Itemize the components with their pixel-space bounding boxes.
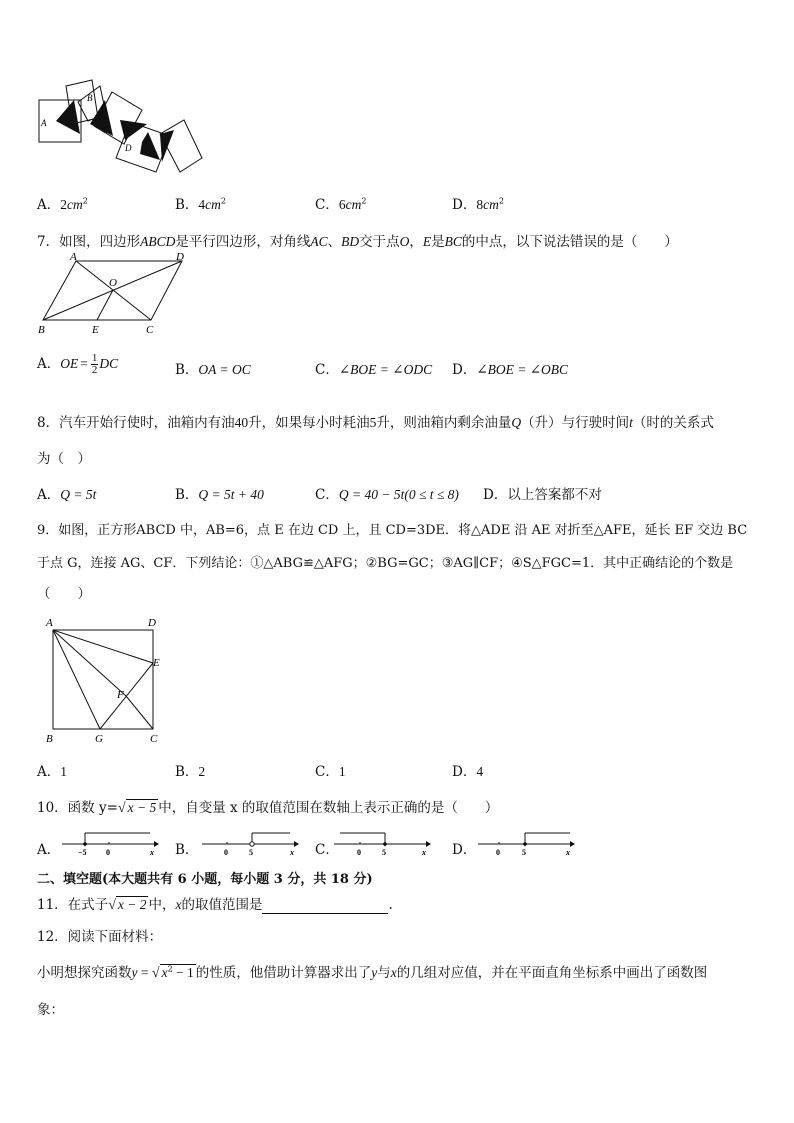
q6-option-d[interactable]	[452, 193, 504, 213]
tick-label: 5	[249, 848, 253, 857]
q6-label-b: B	[87, 93, 93, 103]
option-text: ∠BOE = ∠OBC	[476, 362, 569, 377]
q8-text: 汽车开始行使时，油箱内有油	[59, 415, 235, 431]
option-domain: (0 ≤ t ≤ 8)	[404, 487, 459, 502]
q7-text: 交于点	[359, 234, 400, 250]
option-value: 4	[198, 197, 206, 212]
q7-ac: AC	[310, 234, 328, 249]
section-heading: 二、填空题(本大题共有 6 小题，每小题 3 分，共 18 分)	[37, 872, 373, 887]
q7-number: 7．	[37, 234, 60, 250]
option-text: Q = 5t	[60, 487, 97, 502]
q9-question-line1: 9．如图，正方形ABCD 中，AB=6，点 E 在边 CD 上，且 CD=3DE．将△ADE 沿 AE 对折至△AFE，延长 EF 交边 BC	[37, 523, 748, 538]
q7-option-a[interactable]	[37, 352, 118, 376]
q8-option-b[interactable]	[175, 483, 264, 503]
tick-label: 5	[522, 848, 526, 857]
q11-question	[37, 893, 393, 914]
half-fraction	[91, 353, 99, 376]
q9-label-b: B	[46, 733, 53, 745]
option-letter: C．	[315, 197, 339, 213]
q10-option-d[interactable]	[452, 838, 476, 858]
q12-radicand	[160, 964, 196, 981]
q9-option-a[interactable]	[37, 760, 67, 780]
option-letter: A．	[37, 356, 61, 372]
q8-text: 升，则油箱内剩余油量	[376, 415, 512, 431]
q12-text: 的性质，他借助计算器求出了	[195, 965, 372, 981]
option-letter: C．	[315, 842, 339, 858]
q9-option-b[interactable]	[175, 760, 205, 780]
q7-label-e: E	[92, 324, 99, 336]
q10-numberline-a	[58, 828, 168, 858]
q11-var-x: x	[175, 897, 182, 912]
option-letter: A．	[37, 764, 61, 780]
q7-label-a: A	[70, 251, 77, 263]
q7-text: 如图，四边形	[59, 234, 141, 250]
q8-option-c[interactable]	[315, 483, 459, 503]
q10-radicand: x − 5	[127, 800, 157, 815]
option-letter: D．	[452, 362, 477, 378]
q10-option-a[interactable]	[37, 838, 60, 858]
option-letter: C．	[315, 764, 339, 780]
option-letter: C．	[315, 362, 339, 378]
q6-label-c: C	[103, 125, 110, 135]
q7-e: E	[422, 234, 432, 249]
q7-label-c: C	[146, 324, 154, 336]
q10-numberline-b	[198, 828, 308, 858]
q12-text: 与	[377, 965, 391, 981]
q8-number: 8．	[37, 415, 60, 431]
q7-sep: 、	[327, 234, 342, 250]
option-value: 6	[338, 197, 346, 212]
option-exponent: 2	[82, 196, 88, 206]
fraction-denominator: 2	[91, 364, 98, 376]
option-text: Q = 5t + 40	[198, 487, 264, 502]
q7-label-d: D	[176, 251, 184, 263]
option-exponent: 2	[361, 196, 367, 206]
option-unit: cm	[205, 197, 221, 212]
axis-label: x	[290, 848, 294, 857]
q8-text: （时的关系式	[632, 415, 714, 431]
q8-option-d[interactable]: D．以上答案都不对	[483, 487, 602, 503]
q7-label-b: B	[38, 324, 45, 336]
axis-label: x	[566, 848, 570, 857]
radicand-base: x	[161, 965, 168, 980]
option-exponent: 2	[220, 196, 227, 206]
q8-question-line2: 为（ ）	[37, 451, 91, 467]
option-text: Q = 40 − 5t	[338, 487, 405, 502]
q7-question	[37, 230, 678, 250]
option-letter: C．	[315, 487, 339, 503]
option-value: 2	[60, 197, 67, 212]
q11-text: 11．在式子	[37, 897, 109, 913]
tick-label: 0	[496, 848, 500, 857]
q12-text: 的几组对应值，并在平面直角坐标系中画出了函数图	[396, 965, 708, 981]
answer-blank[interactable]	[262, 900, 388, 914]
q7-quad: ABCD	[140, 234, 176, 249]
option-letter: A．	[37, 842, 61, 858]
q6-label-d: D	[125, 143, 132, 153]
option-letter: D．	[452, 764, 477, 780]
q7-option-b[interactable]	[175, 358, 251, 378]
q10-text: 10．函数 y=	[37, 800, 118, 816]
q7-bd: BD	[341, 234, 360, 249]
q9-question-line2: 于点 G，连接 AG、CF．下列结论：①△ABG≌△AFG；②BG=GC；③AG∥CF；④S△FGC=1．其中正确结论的个数是	[37, 556, 734, 571]
q12-func-eq: =	[137, 965, 152, 980]
q12-func-lhs: y	[131, 965, 138, 980]
option-text: OA = OC	[198, 362, 251, 377]
q7-label-o: O	[109, 277, 117, 289]
q6-option-c[interactable]	[315, 193, 366, 213]
q10-option-b[interactable]	[175, 838, 198, 858]
q11-radicand: x − 2	[117, 897, 147, 912]
q7-text: 是平行四边形，对角线	[175, 234, 311, 250]
option-text: ∠BOE = ∠ODC	[338, 362, 433, 377]
option-eq: =	[80, 356, 88, 371]
q8-var-t: t	[629, 415, 633, 430]
q12-var-x: x	[390, 965, 397, 980]
q8-question-line1	[37, 411, 714, 431]
radicand-tail: − 1	[172, 965, 194, 980]
q6-option-b[interactable]	[175, 193, 226, 213]
option-letter: D．	[452, 197, 477, 213]
q6-option-a[interactable]	[37, 193, 88, 213]
tick-label: 5	[382, 848, 386, 857]
option-unit: cm	[483, 197, 499, 212]
axis-label: x	[150, 848, 154, 857]
option-value: 2	[198, 764, 206, 779]
q7-comma: ，	[409, 234, 423, 250]
q9-option-d[interactable]	[452, 760, 483, 780]
q7-text: 的中点，以下说法错误的是（ ）	[461, 234, 678, 250]
option-rhs: DC	[99, 356, 119, 371]
option-letter: A．	[37, 197, 61, 213]
q10-numberline-d	[474, 828, 584, 858]
q7-text: 是	[431, 234, 445, 250]
q12-heading: 12．阅读下面材料：	[37, 929, 163, 945]
q9-label-c: C	[150, 733, 158, 745]
q12-var-y: y	[371, 965, 378, 980]
q11-text: 中，	[148, 897, 176, 913]
q10-text: 中，自变量 x 的取值范围在数轴上表示正确的是（ ）	[158, 800, 499, 816]
q9-option-c[interactable]	[315, 760, 346, 780]
option-value: 8	[476, 197, 484, 212]
option-value: 1	[338, 764, 346, 779]
q7-parallelogram-figure	[34, 250, 194, 340]
option-letter: B．	[175, 842, 199, 858]
q11-text: 的取值范围是	[181, 897, 263, 913]
q10-numberline-c	[330, 828, 440, 858]
q9-label-f: F	[117, 689, 124, 701]
q9-label-d: D	[148, 617, 156, 629]
radicand-exponent: 2	[167, 964, 173, 974]
option-letter: A．	[37, 487, 61, 503]
q9-label-g: G	[95, 733, 103, 745]
tick-label: −5	[78, 848, 87, 857]
option-exponent: 2	[498, 196, 504, 206]
option-letter: B．	[175, 487, 199, 503]
q8-option-a[interactable]	[37, 483, 96, 503]
q11-end: .	[388, 897, 393, 913]
q9-question-line3: （ ）	[37, 586, 91, 602]
axis-label: x	[422, 848, 426, 857]
q8-value: 40	[234, 415, 249, 430]
q6-squares-figure	[30, 74, 210, 184]
option-unit: cm	[67, 197, 83, 212]
q8-value: 5	[369, 415, 377, 430]
fraction-numerator: 1	[91, 352, 98, 364]
q7-o: O	[399, 234, 410, 249]
option-value: 4	[476, 764, 484, 779]
q12-line2: 象：	[37, 1002, 64, 1018]
q9-square-figure	[40, 612, 170, 748]
option-letter: D．	[452, 842, 477, 858]
option-letter: B．	[175, 362, 199, 378]
option-unit: cm	[345, 197, 362, 212]
q7-bc: BC	[444, 234, 462, 249]
q8-text: （升）与行驶时间	[521, 415, 630, 431]
q10-question	[37, 796, 498, 817]
tick-label: 0	[106, 848, 110, 857]
q7-option-c[interactable]	[315, 358, 432, 378]
q12-line1	[37, 961, 707, 982]
sqrt-sign: √	[117, 801, 126, 816]
q9-label-a: A	[46, 617, 53, 629]
q8-var-q: Q	[511, 415, 522, 430]
q6-label-a: A	[41, 118, 47, 128]
option-letter: B．	[175, 764, 199, 780]
sqrt-sign: √	[108, 898, 116, 913]
option-lhs: OE	[60, 356, 79, 371]
option-value: 1	[60, 764, 67, 779]
q8-text: 升，如果每小时耗油	[248, 415, 370, 431]
tick-label: 0	[357, 848, 361, 857]
q12-text: 小明想探究函数	[37, 965, 132, 981]
tick-label: 0	[224, 848, 228, 857]
q9-label-e: E	[153, 657, 160, 669]
sqrt-sign: √	[151, 966, 160, 981]
q7-option-d[interactable]	[452, 358, 568, 378]
option-letter: B．	[175, 197, 199, 213]
